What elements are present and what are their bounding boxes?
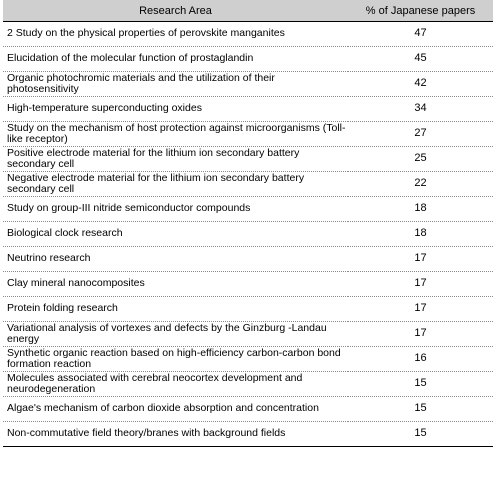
research-area-cell: Synthetic organic reaction based on high-efficiency carbon-carbon bond formation reaction: [3, 347, 348, 372]
table-row: [3, 322, 493, 347]
percent-cell: 17: [348, 247, 493, 272]
header-row: [3, 0, 493, 22]
percent-cell: 47: [348, 22, 493, 47]
table-row: [3, 347, 493, 372]
table-row: [3, 372, 493, 397]
research-area-cell: High-temperature superconducting oxides: [3, 97, 348, 122]
research-area-cell: Protein folding research: [3, 297, 348, 322]
table-row: [3, 47, 493, 72]
header-research-area: Research Area: [3, 0, 348, 22]
header-percent-japanese-papers: % of Japanese papers: [348, 0, 493, 22]
table-row: [3, 197, 493, 222]
percent-cell: 18: [348, 197, 493, 222]
research-area-cell: Study on the mechanism of host protection against microorganisms (Toll-like receptor): [3, 122, 348, 147]
table-row: [3, 147, 493, 172]
research-area-table: [3, 0, 493, 447]
table-body: [3, 22, 493, 447]
percent-cell: 42: [348, 72, 493, 97]
research-area-cell: 2 Study on the physical properties of perovskite manganites: [3, 22, 348, 47]
table-row: [3, 397, 493, 422]
table-row: [3, 172, 493, 197]
research-area-cell: Elucidation of the molecular function of prostaglandin: [3, 47, 348, 72]
research-area-cell: Non-commutative field theory/branes with background fields: [3, 422, 348, 447]
percent-cell: 15: [348, 422, 493, 447]
percent-cell: 15: [348, 397, 493, 422]
percent-cell: 15: [348, 372, 493, 397]
research-area-cell: Molecules associated with cerebral neocortex development and neurodegeneration: [3, 372, 348, 397]
percent-cell: 18: [348, 222, 493, 247]
research-area-cell: Clay mineral nanocomposites: [3, 272, 348, 297]
percent-cell: 16: [348, 347, 493, 372]
table-row: [3, 422, 493, 447]
percent-cell: 34: [348, 97, 493, 122]
research-area-cell: Organic photochromic materials and the utilization of their photosensitivity: [3, 72, 348, 97]
percent-cell: 45: [348, 47, 493, 72]
research-area-cell: Positive electrode material for the lithium ion secondary battery secondary cell: [3, 147, 348, 172]
percent-cell: 17: [348, 297, 493, 322]
percent-cell: 17: [348, 272, 493, 297]
table-row: [3, 222, 493, 247]
table-header: [3, 0, 493, 22]
percent-cell: 22: [348, 172, 493, 197]
research-area-cell: Algae's mechanism of carbon dioxide absorption and concentration: [3, 397, 348, 422]
table-row: [3, 22, 493, 47]
percent-cell: 17: [348, 322, 493, 347]
percent-cell: 25: [348, 147, 493, 172]
research-area-cell: Biological clock research: [3, 222, 348, 247]
table-row: [3, 72, 493, 97]
table-row: [3, 297, 493, 322]
table-row: [3, 122, 493, 147]
table-row: [3, 272, 493, 297]
table-row: [3, 97, 493, 122]
research-area-cell: Neutrino research: [3, 247, 348, 272]
research-area-cell: Variational analysis of vortexes and defects by the Ginzburg -Landau energy: [3, 322, 348, 347]
research-area-cell: Negative electrode material for the lithium ion secondary battery secondary cell: [3, 172, 348, 197]
table-row: [3, 247, 493, 272]
percent-cell: 27: [348, 122, 493, 147]
research-area-cell: Study on group-III nitride semiconductor compounds: [3, 197, 348, 222]
